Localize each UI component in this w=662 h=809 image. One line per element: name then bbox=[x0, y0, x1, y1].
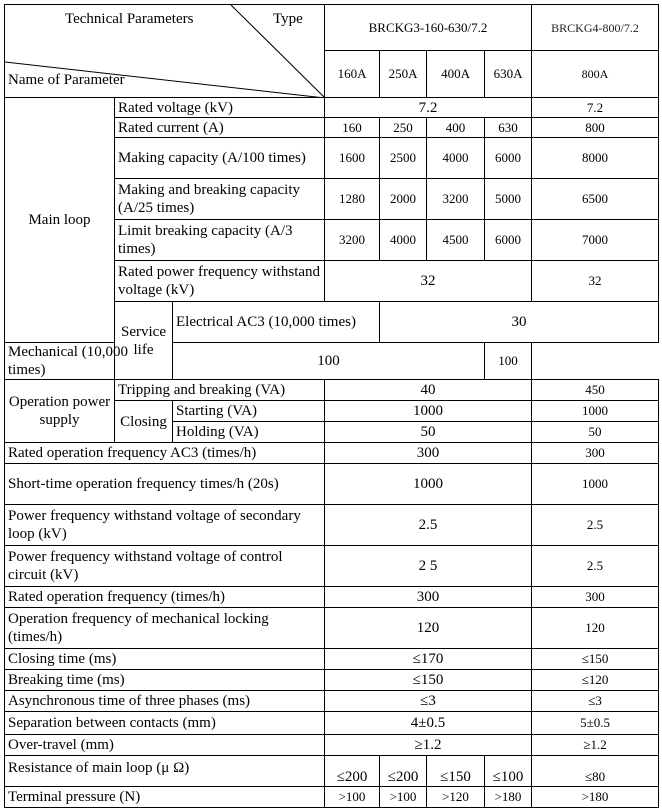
resistance-value: ≤200 bbox=[325, 756, 380, 787]
name-of-parameter-label: Name of Parameter bbox=[8, 72, 125, 88]
separation-value-a: 4±0.5 bbox=[325, 712, 532, 735]
starting-value-a: 1000 bbox=[325, 401, 532, 422]
rated-pf-withstand-value-b: 32 bbox=[532, 261, 659, 302]
pf-secondary-label: Power frequency withstand voltage of secondary loop (kV) bbox=[5, 505, 325, 546]
resistance-value: ≤150 bbox=[427, 756, 485, 787]
short-time-op-value-a: 1000 bbox=[325, 464, 532, 505]
type-label: Type bbox=[273, 11, 303, 27]
over-travel-value-a: ≥1.2 bbox=[325, 735, 532, 756]
tripping-label: Tripping and breaking (VA) bbox=[115, 380, 325, 401]
op-freq-locking-label: Operation frequency of mechanical locking (times/h) bbox=[5, 608, 325, 649]
rated-current-value: 400 bbox=[427, 118, 485, 138]
resistance-value: ≤100 bbox=[485, 756, 532, 787]
rated-voltage-value-a: 7.2 bbox=[325, 98, 532, 118]
rated-current-value: 630 bbox=[485, 118, 532, 138]
electrical-ac3-label: Electrical AC3 (10,000 times) bbox=[173, 302, 380, 343]
resistance-value-b: ≤80 bbox=[532, 756, 659, 787]
closing-time-value-a: ≤170 bbox=[325, 649, 532, 670]
tripping-value-b: 450 bbox=[532, 380, 659, 401]
making-capacity-value: 1600 bbox=[325, 138, 380, 179]
resistance-label: Resistance of main loop (μ Ω) bbox=[5, 756, 325, 787]
current-800a-header: 800A bbox=[532, 51, 659, 98]
making-capacity-value: 6000 bbox=[485, 138, 532, 179]
model-a-header: BRCKG3-160-630/7.2 bbox=[325, 5, 532, 51]
rated-op-freq-ac3-value-b: 300 bbox=[532, 443, 659, 464]
terminal-pressure-value-b: >180 bbox=[532, 787, 659, 808]
breaking-time-value-a: ≤150 bbox=[325, 670, 532, 691]
rated-pf-withstand-value-a: 32 bbox=[325, 261, 532, 302]
closing-time-label: Closing time (ms) bbox=[5, 649, 325, 670]
current-630a-header: 630A bbox=[485, 51, 532, 98]
resistance-value: ≤200 bbox=[380, 756, 427, 787]
async-time-value-b: ≤3 bbox=[532, 691, 659, 712]
mechanical-value-b: 100 bbox=[485, 343, 532, 380]
limit-breaking-value: 4500 bbox=[427, 220, 485, 261]
over-travel-value-b: ≥1.2 bbox=[532, 735, 659, 756]
pf-control-label: Power frequency withstand voltage of control circuit (kV) bbox=[5, 546, 325, 587]
mechanical-label: Mechanical (10,000 times) bbox=[5, 343, 173, 380]
rated-current-value-b: 800 bbox=[532, 118, 659, 138]
header-diagonal-cell bbox=[5, 5, 325, 98]
terminal-pressure-value: >100 bbox=[380, 787, 427, 808]
rated-pf-withstand-label: Rated power frequency withstand voltage (kV) bbox=[115, 261, 325, 302]
group-operation-power-supply: Operation power supply bbox=[5, 380, 115, 443]
short-time-op-label: Short-time operation frequency times/h (20s) bbox=[5, 464, 325, 505]
limit-breaking-value: 6000 bbox=[485, 220, 532, 261]
limit-breaking-value: 3200 bbox=[325, 220, 380, 261]
making-breaking-value-b: 6500 bbox=[532, 179, 659, 220]
tripping-value-a: 40 bbox=[325, 380, 532, 401]
holding-value-a: 50 bbox=[325, 422, 532, 443]
pf-control-value-a: 2 5 bbox=[325, 546, 532, 587]
rated-current-value: 250 bbox=[380, 118, 427, 138]
rated-op-freq-ac3-label: Rated operation frequency AC3 (times/h) bbox=[5, 443, 325, 464]
rated-op-freq-value-a: 300 bbox=[325, 587, 532, 608]
electrical-ac3-value-a: 30 bbox=[380, 302, 659, 343]
terminal-pressure-value: >180 bbox=[485, 787, 532, 808]
current-160a-header: 160A bbox=[325, 51, 380, 98]
group-closing: Closing bbox=[115, 401, 173, 443]
rated-op-freq-label: Rated operation frequency (times/h) bbox=[5, 587, 325, 608]
terminal-pressure-label: Terminal pressure (N) bbox=[5, 787, 325, 808]
current-250a-header: 250A bbox=[380, 51, 427, 98]
making-capacity-label: Making capacity (A/100 times) bbox=[115, 138, 325, 179]
holding-value-b: 50 bbox=[532, 422, 659, 443]
rated-current-label: Rated current (A) bbox=[115, 118, 325, 138]
async-time-value-a: ≤3 bbox=[325, 691, 532, 712]
mechanical-value-a: 100 bbox=[173, 343, 485, 380]
terminal-pressure-value: >100 bbox=[325, 787, 380, 808]
breaking-time-value-b: ≤120 bbox=[532, 670, 659, 691]
model-b-header: BRCKG4-800/7.2 bbox=[532, 5, 659, 51]
rated-current-value: 160 bbox=[325, 118, 380, 138]
technical-parameters-label: Technical Parameters bbox=[65, 11, 194, 27]
rated-op-freq-value-b: 300 bbox=[532, 587, 659, 608]
op-freq-locking-value-b: 120 bbox=[532, 608, 659, 649]
pf-secondary-value-b: 2.5 bbox=[532, 505, 659, 546]
group-main-loop: Main loop bbox=[5, 98, 115, 343]
starting-value-b: 1000 bbox=[532, 401, 659, 422]
current-400a-header: 400A bbox=[427, 51, 485, 98]
limit-breaking-label: Limit breaking capacity (A/3 times) bbox=[115, 220, 325, 261]
limit-breaking-value-b: 7000 bbox=[532, 220, 659, 261]
closing-time-value-b: ≤150 bbox=[532, 649, 659, 670]
making-capacity-value: 4000 bbox=[427, 138, 485, 179]
making-capacity-value-b: 8000 bbox=[532, 138, 659, 179]
starting-label: Starting (VA) bbox=[173, 401, 325, 422]
making-breaking-value: 5000 bbox=[485, 179, 532, 220]
over-travel-label: Over-travel (mm) bbox=[5, 735, 325, 756]
separation-value-b: 5±0.5 bbox=[532, 712, 659, 735]
op-freq-locking-value-a: 120 bbox=[325, 608, 532, 649]
rated-op-freq-ac3-value-a: 300 bbox=[325, 443, 532, 464]
group-service-life: Service life bbox=[115, 302, 173, 380]
breaking-time-label: Breaking time (ms) bbox=[5, 670, 325, 691]
limit-breaking-value: 4000 bbox=[380, 220, 427, 261]
making-breaking-value: 2000 bbox=[380, 179, 427, 220]
rated-voltage-label: Rated voltage (kV) bbox=[115, 98, 325, 118]
short-time-op-value-b: 1000 bbox=[532, 464, 659, 505]
separation-label: Separation between contacts (mm) bbox=[5, 712, 325, 735]
parameter-table bbox=[4, 4, 659, 808]
making-breaking-value: 1280 bbox=[325, 179, 380, 220]
making-breaking-value: 3200 bbox=[427, 179, 485, 220]
making-capacity-value: 2500 bbox=[380, 138, 427, 179]
pf-control-value-b: 2.5 bbox=[532, 546, 659, 587]
async-time-label: Asynchronous time of three phases (ms) bbox=[5, 691, 325, 712]
holding-label: Holding (VA) bbox=[173, 422, 325, 443]
making-breaking-label: Making and breaking capacity (A/25 times) bbox=[115, 179, 325, 220]
terminal-pressure-value: >120 bbox=[427, 787, 485, 808]
rated-voltage-value-b: 7.2 bbox=[532, 98, 659, 118]
pf-secondary-value-a: 2.5 bbox=[325, 505, 532, 546]
